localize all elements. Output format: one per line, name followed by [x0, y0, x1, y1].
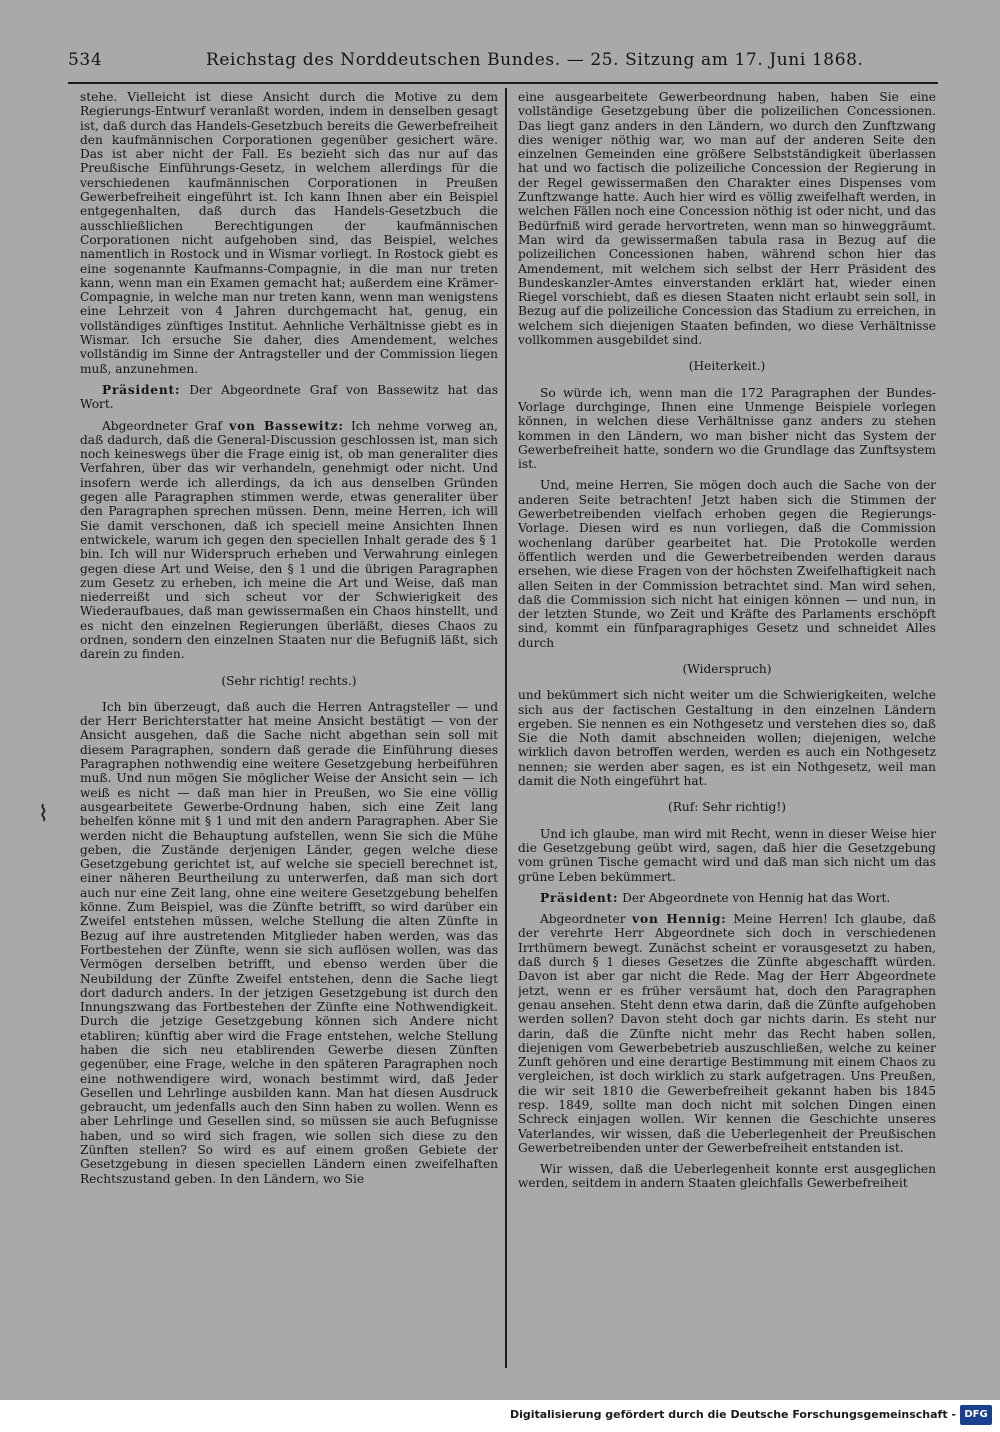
right-column: [518, 90, 936, 1372]
speaker-label: Präsident:: [102, 382, 181, 397]
speaker-paragraph: [80, 419, 498, 662]
page-number: 534: [68, 50, 103, 70]
paragraph: Ich bin überzeugt, daß auch die Herren Antragsteller — und der Herr Berichterstatter hat meine Ansicht bestätigt — von der Ansicht ausgehen, daß die Sache nicht abgethan sein soll mit diesem Paragraphen, sondern daß gerade die Einführung dieses Paragraphen nothwendig eine weitere Gesetzgebung herbeiführen muß. Und nun mögen Sie möglicher Weise der Ansicht sein — ich weiß es nicht — daß man hier in Preußen, wo Sie eine völlig ausgearbeitete Gewerbe-Ordnung haben, sich eine Zeit lang behelfen könne mit § 1 und mit den andern Paragraphen. Aber Sie werden nicht die Behauptung aufstellen, wenn Sie sich die Mühe geben, die Zustände derjenigen Länder, gegen welche diese Gesetzgebung gerichtet ist, auf welche sie speciell berechnet ist, einer näheren Beurtheilung zu unterwerfen, daß man sich dort auch nur eine Zeit lang, ohne eine weitere Gesetzgebung behelfen könne. Zum Beispiel, was die Zünfte betrifft, so wird darüber ein Zweifel entstehen müssen, welche Stellung die alten Zünfte in Bezug auf ihre austretenden Mitglieder haben werden, was das Fortbestehen der Zünfte, wenn sie sich auflösen wollen, was das Vermögen derselben betrifft, und ebenso werden über die Neubildung der Zünfte Zweifel entstehen, denn die Sache liegt dort dadurch anders. In der jetzigen Gesetzgebung ist durch den Innungszwang das Fortbestehen der Zünfte eine Nothwendigkeit. Durch die jetzige Gesetzgebung können sich Andere nicht etabliren; künftig aber wird die Frage entstehen, welche Stellung haben die sich neu etablirenden Gewerbe diesen Zünften gegenüber, eine Frage, welche in den späteren Paragraphen noch eine nothwendigere wird, wonach bestimmt wird, daß Jeder Gesellen und Lehrlinge ausbilden kann. Man hat diesen Ausdruck gebraucht, um jedenfalls auch den Sinn haben zu wollen. Wenn es aber Lehrlinge und Gesellen sind, so müssen sie auch Befugnisse haben, und so wird sich fragen, wie sollen sich diese zu den Zünften stellen? So wird es auf einem großen Gebiete der Gesetzgebung in diesen speciellen Ländern einen zweifelhaften Rechtszustand geben. In den Ländern, wo Sie: [80, 699, 498, 1186]
speaker-prefix: Abgeordneter: [540, 912, 633, 927]
dfg-logo: DFG: [960, 1405, 992, 1425]
speaker-label: von Hennig:: [632, 912, 727, 927]
speaker-paragraph: [518, 891, 936, 905]
column-divider: [505, 88, 507, 1368]
speaker-label: von Bassewitz:: [229, 418, 344, 433]
page-header: [68, 44, 938, 76]
header-rule: [68, 82, 938, 84]
reaction: (Ruf: Sehr richtig!): [667, 800, 787, 815]
speech-text: Ich nehme vorweg an, daß dadurch, daß die General-Discussion geschlossen ist, man sich noch keineswegs über die Frage einig ist, ob man generaliter dies Verfahren, über das wir verhandeln, genehmigt oder nicht. Und insofern werde ich allerdings, da ich aus denselben Gründen gegen alle Paragraphen stimmen werde, etwas generaliter über den Paragraphen sprechen müssen. Denn, meine Herren, ich will Sie damit verschonen, daß ich speciell meine Ansichten Ihnen entwickele, warum ich gegen den speciellen Inhalt gerade des § 1 bin. Ich will nur Widerspruch erheben und Verwahrung einlegen gegen diese Art und Weise, den § 1 und die übrigen Paragraphen zum Gesetz zu erheben, ich meine die Art und Weise, daß man niederreißt und sich scheut vor der Schwierigkeit des Wiederaufbaues, daß man gewissermaßen ein Chaos hinstellt, und es nicht den einzelnen Regierungen überläßt, dieses Chaos zu ordnen, sondern den einzelnen Staaten nur die Befugniß läßt, sich darein zu finden.: [80, 418, 498, 662]
reaction: (Widerspruch): [682, 661, 772, 676]
reaction: (Heiterkeit.): [688, 359, 766, 374]
paragraph: und bekümmert sich nicht weiter um die Schwierigkeiten, welche sich aus der factischen Gestaltung in den einzelnen Ländern ergeben. Sie nennen es ein Nothgesetz und verstehen dies so, daß Sie die Noth damit abschneiden wollen; diejenigen, welche wirklich davon betroffen werden, werden es auch ein Nothgesetz nennen; sie werden aber sagen, es ist ein Nothgesetz, weil man damit die Noth eingeführt hat.: [518, 688, 936, 789]
margin-mark-icon: ⌇: [38, 802, 49, 827]
running-title: Reichstag des Norddeutschen Bundes. — 25. Sitzung am 17. Juni 1868.: [206, 50, 864, 70]
speech-text: Der Abgeordnete von Hennig hat das Wort.: [618, 890, 891, 905]
speech-text: Meine Herren! Ich glaube, daß der verehrte Herr Abgeordnete sich doch in verschiedenen Irrthümern bewegt. Zunächst scheint er vorausgesetzt zu haben, daß durch § 1 dieses Gesetzes die Zünfte abgeschafft würden. Davon ist aber gar nicht die Rede. Mag der Herr Abgeordnete jetzt, wenn er es früher versäumt hat, doch den Paragraphen genau ansehen. Steht denn etwa darin, daß die Zünfte aufgehoben werden sollen? Davon steht doch gar nichts darin. Es steht nur darin, daß die Zünfte nicht mehr das Recht haben sollen, diejenigen vom Gewerbebetrieb auszuschließen, welche zu keiner Zunft gehören und eine derartige Bestimmung mit einem Chaos zu vergleichen, ist doch wirklich zu stark aufgetragen. Uns Preußen, die wir seit 1810 die Gewerbefreiheit gekannt haben bis 1845 resp. 1849, sollte man doch nicht mit solchen Dingen einen Schreck einjagen wollen. Wir kennen die Geschichte unseres Vaterlandes, wir wissen, daß die Ueberlegenheit der Preußischen Gewerbetreibenden unter der Gewerbefreiheit entstanden ist.: [518, 912, 936, 1155]
reaction: (Sehr richtig! rechts.): [221, 673, 357, 688]
speaker-paragraph: [518, 912, 936, 1155]
speaker-label: Präsident:: [540, 890, 619, 905]
paragraph: Und ich glaube, man wird mit Recht, wenn in dieser Weise hier die Gesetzgebung geübt wird, sagen, daß hier die Gesetzgebung vom grünen Tische gemacht wird und daß man sich nicht um das grüne Leben bekümmert.: [518, 826, 936, 884]
paragraph: So würde ich, wenn man die 172 Paragraphen der Bundes-Vorlage durchginge, Ihnen eine Unmenge Beispiele vorlegen können, in welchen diese Verhältnisse ganz anders zu stehen kommen in den Ländern, wo man bisher nicht das System der Gewerbefreiheit hatte, sondern wo die Grundlage das Zunftsystem ist.: [518, 385, 936, 472]
speech-text: Der Abgeordnete Graf von Bassewitz hat das Wort.: [80, 382, 498, 412]
paragraph: Wir wissen, daß die Ueberlegenheit konnte erst ausgeglichen werden, seitdem in andern Staaten gleichfalls Gewerbefreiheit: [518, 1162, 936, 1191]
digitization-footer: [0, 1400, 1000, 1432]
speaker-paragraph: [80, 383, 498, 412]
paragraph: stehe. Vielleicht ist diese Ansicht durch die Motive zu dem Regierungs-Entwurf veranlaßt worden, indem in denselben gesagt ist, daß durch das Handels-Gesetzbuch bereits die Gewerbefreiheit den kaufmännischen Corporationen gegenüber gesichert wäre. Das ist aber nicht der Fall. Es bezieht sich das nur auf das Preußische Einführungs-Gesetz, in welchem allerdings für die verschiedenen kaufmännischen Corporationen in Preußen Gewerbefreiheit eingeführt ist. Ich kann Ihnen aber ein Beispiel entgegenhalten, daß durch das Handels-Gesetzbuch die ausschließlichen Berechtigungen der kaufmännischen Corporationen nicht aufgehoben sind, das Beispiel, welches namentlich in Rostock und in Wismar vorliegt. In Rostock giebt es eine sogenannte Kaufmanns-Compagnie, in die man nur treten kann, wenn man ein Examen gemacht hat; außerdem eine Krämer-Compagnie, in welche man nur treten kann, wenn man wenigstens eine Lehrzeit von 4 Jahren durchgemacht hat, genug, ein vollständiges zünftiges Institut. Aehnliche Verhältnisse giebt es in Wismar. Ich ersuche Sie daher, dies Amendement, welches vollständig im Sinne der Antragsteller und der Commission liegen muß, anzunehmen.: [80, 90, 498, 376]
paragraph: eine ausgearbeitete Gewerbeordnung haben, haben Sie eine vollständige Gesetzgebung über die polizeilichen Concessionen. Das liegt ganz anders in den Ländern, wo durch den Zunftzwang dies weniger nöthig war, wo man auf der anderen Seite den einzelnen Gemeinden eine größere Selbstständigkeit überlassen hat und wo factisch die polizeiliche Concession der Regierung in der Regel gewissermaßen den Charakter eines Dispenses vom Zunftzwange hatte. Auch hier wird es völlig zweifelhaft werden, in welchen Fällen noch eine Concession nöthig ist oder nicht, und das Bedürfniß wird gerade hervortreten, wenn man so hinweggräumt. Man wird da gewissermaßen tabula rasa in Bezug auf die polizeilichen Concessionen haben, während schon hier das Amendement, mit welchem sich selbst der Herr Präsident des Bundeskanzler-Amtes einverstanden erklärt hat, wieder einen Riegel vorschiebt, daß es diesen Staaten nicht erlaubt sein soll, in Bezug auf die polizeiliche Concession das Stadium zu erreichen, in welchem sich diejenigen Staaten befinden, wo diese Verhältnisse vollkommen ausgebildet sind.: [518, 90, 936, 348]
speaker-prefix: Abgeordneter Graf: [102, 418, 230, 433]
funding-note: Digitalisierung gefördert durch die Deutsche Forschungsgemeinschaft -: [509, 1408, 956, 1421]
left-column: [80, 90, 498, 1372]
paragraph: Und, meine Herren, Sie mögen doch auch die Sache von der anderen Seite betrachten! Jetzt haben sich die Stimmen der Gewerbetreibenden vielfach erhoben gegen die Regierungs-Vorlage. Diesen wird es nun vorliegen, daß die Commission wochenlang darüber gearbeitet hat. Die Protokolle werden öffentlich werden und die Gewerbetreibenden werden daraus ersehen, wie diese Fragen von der höchsten Zweifelhaftigkeit nach allen Seiten in der Commission betrachtet sind. Man wird sehen, daß die Commission sich nicht hat einigen können — und nun, in der letzten Stunde, wo Zeit und Kräfte des Parlaments erschöpft sind, kommt ein fünfparagraphiges Gesetz und schneidet Alles durch: [518, 478, 936, 650]
